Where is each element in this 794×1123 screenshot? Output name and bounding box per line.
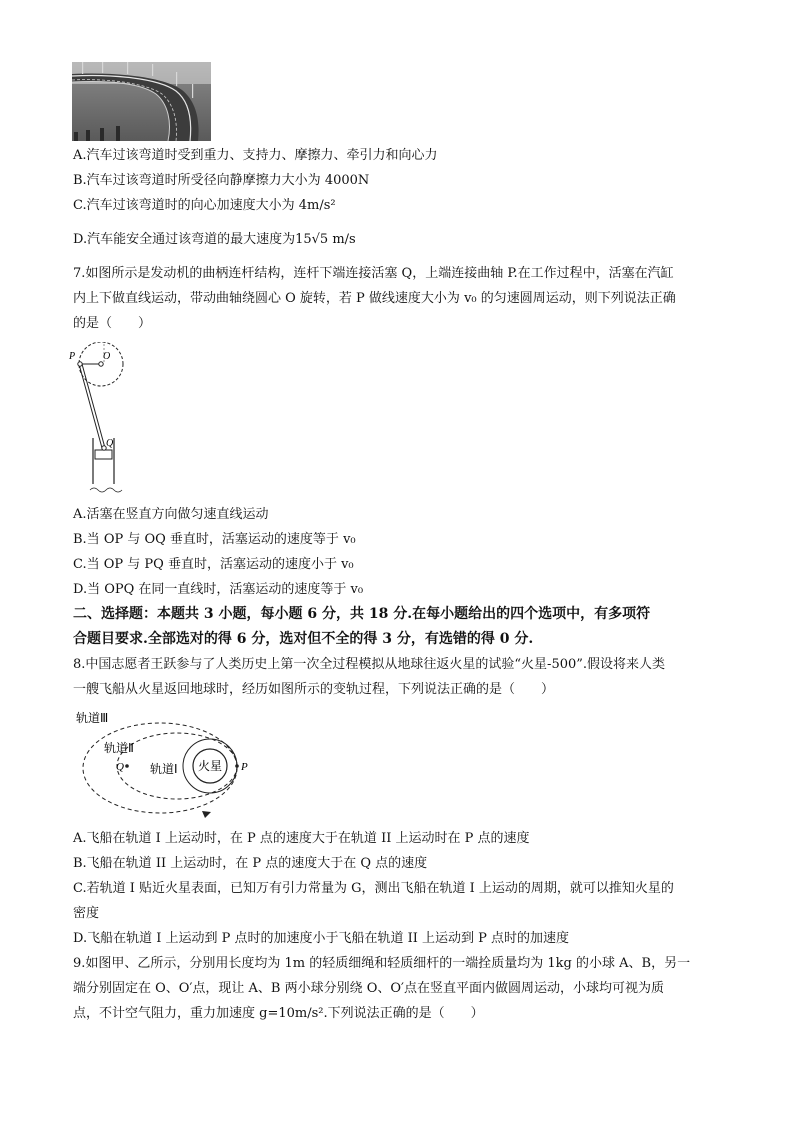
q9-stem-line2: 端分别固定在 O、O′点，现让 A、B 两小球分别绕 O、O′点在竖直平面内做圆周运动，小球均可视为质 [73,981,665,996]
q9-stem-line1: 9.如图甲、乙所示，分别用长度均为 1m 的轻质细绳和轻质细杆的一端拴质量均为 1kg 的小球 A、B，另一 [73,956,691,971]
q7-option-a: A.活塞在竖直方向做匀速直线运动 [73,507,269,522]
label-p: P [241,761,248,773]
crank-rod-diagram [66,342,136,502]
q7-option-b: B.当 OP 与 OQ 垂直时，活塞运动的速度等于 v₀ [73,532,356,547]
section2-heading-line1: 二、选择题：本题共 3 小题，每小题 6 分，共 18 分.在每小题给出的四个选项中，有多项符 [73,606,651,622]
q8-option-b: B.飞船在轨道 II 上运动时，在 P 点的速度大于在 Q 点的速度 [73,856,428,871]
q7-stem-line1: 7.如图所示是发动机的曲柄连杆结构，连杆下端连接活塞 Q，上端连接曲轴 P.在工作过程中，活塞在汽缸 [73,266,674,281]
q8-stem-line2: 一艘飞船从火星返回地球时，经历如图所示的变轨过程，下列说法正确的是（ ） [73,682,555,697]
q6-option-b: B.汽车过该弯道时所受径向静摩擦力大小为 4000N [73,173,370,188]
q7-option-d: D.当 OPQ 在同一直线时，活塞运动的速度等于 v₀ [73,582,364,597]
label-o: O [103,351,111,362]
label-q: Q [116,761,124,773]
q6-option-c: C.汽车过该弯道时的向心加速度大小为 4m/s² [73,198,336,213]
q8-option-c: C.若轨道 I 贴近火星表面，已知万有引力常量为 G，测出飞船在轨道 I 上运动的周期，就可以推知火星的 [73,881,674,896]
label-mars: 火星 [198,759,223,773]
q7-stem-line2: 内上下做直线运动，带动曲轴绕圆心 O 旋转，若 P 做线速度大小为 v₀ 的匀速圆周运动，则下列说法正确 [73,291,676,306]
q6-option-d: D.汽车能安全通过该弯道的最大速度为15√5 m/s [73,232,356,247]
q9-stem-line3: 点，不计空气阻力，重力加速度 g=10m/s².下列说法正确的是（ ） [73,1006,484,1021]
q8-option-d: D.飞船在轨道 I 上运动到 P 点时的加速度小于飞船在轨道 II 上运动到 P 点时的加速度 [73,931,570,946]
q8-stem-line1: 8.中国志愿者王跃参与了人类历史上第一次全过程模拟从地球往返火星的试验“火星-500”.假设将来人类 [73,657,666,672]
label-orbit3: 轨道Ⅲ [76,711,109,725]
orbit-diagram [70,706,260,830]
q8-option-a: A.飞船在轨道 I 上运动时，在 P 点的速度大于在轨道 II 上运动时在 P 点的速度 [73,831,530,846]
label-orbit1: 轨道Ⅰ [150,762,178,776]
q7-stem-line3: 的是（ ） [73,316,152,331]
q7-option-c: C.当 OP 与 PQ 垂直时，活塞运动的速度小于 v₀ [73,557,354,572]
label-q: Q [106,438,114,449]
label-orbit2: 轨道Ⅱ [104,741,134,755]
q6-option-a: A.汽车过该弯道时受到重力、支持力、摩擦力、牵引力和向心力 [73,148,438,163]
bridge-photo [72,62,211,141]
label-p: P [69,351,76,362]
q8-option-c-continued: 密度 [73,906,100,921]
section2-heading-line2: 合题目要求.全部选对的得 6 分，选对但不全的得 3 分，有选错的得 0 分. [73,631,534,647]
